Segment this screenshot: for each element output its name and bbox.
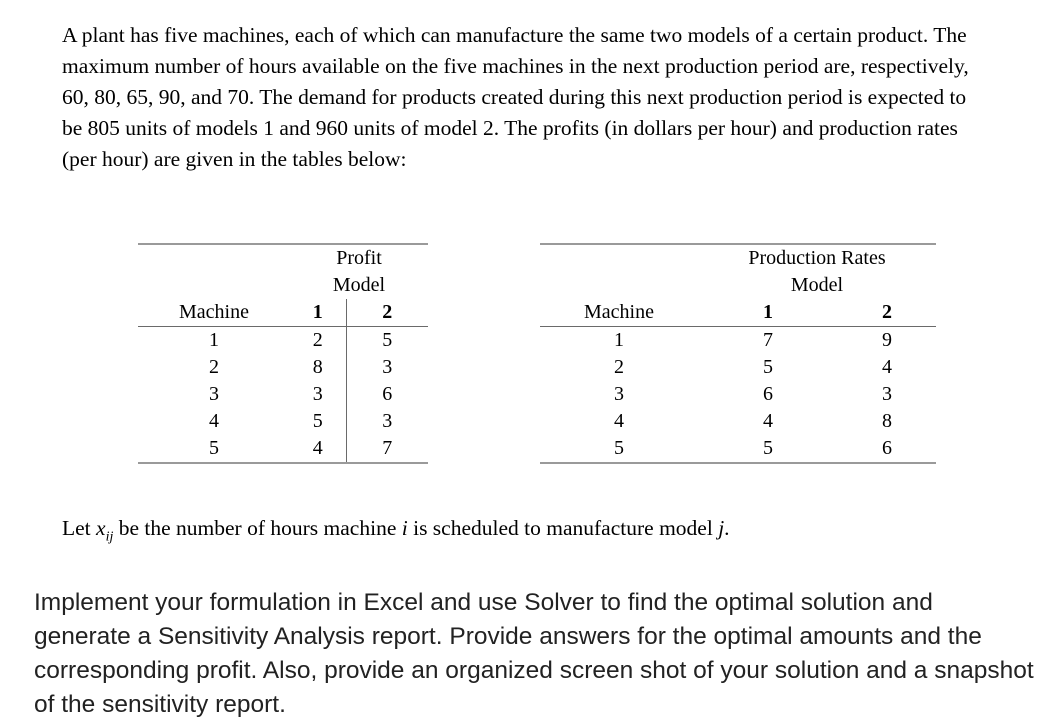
table-row: 1 2 5	[138, 327, 428, 355]
rates-subtitle: Model	[790, 274, 844, 296]
rates-title: Production Rates	[698, 244, 936, 272]
problem-statement: A plant has five machines, each of which can manufacture the same two models of a certain product. The maximum number of hours available on the five machines in the next production period are, respectively, 60, 80, 65, 90, and 70. The demand for products created during this next production period is expected to be 805 units of models 1 and 960 units of model 2. The profits (in dollars per hour) and production rates (per hour) are given in the tables below:	[62, 23, 969, 171]
profit-table	[138, 243, 428, 464]
profit-machine-header: Machine	[138, 299, 290, 327]
profit-corner	[138, 244, 290, 272]
profit-subtitle: Model	[332, 274, 386, 296]
x-variable: x	[96, 516, 106, 540]
table-row: 3 6 3	[614, 383, 892, 405]
profit-model-2-header: 2	[346, 299, 428, 327]
rates-model-1-header: 1	[698, 299, 838, 327]
table-row: 2 5 4	[614, 356, 892, 378]
profit-title: Profit	[290, 244, 428, 272]
table-row: 2 8 3	[138, 354, 428, 381]
table-row: 5 5 6	[540, 435, 936, 463]
table-row: 3 3 6	[138, 381, 428, 408]
table-row: 4 5 3	[138, 408, 428, 435]
table-row: 1 7 9	[614, 329, 892, 351]
production-rates-table	[540, 243, 936, 464]
table-row: 4 4 8	[614, 410, 892, 432]
variable-definition: Let $x_{ij}$ be the number of hours machine i is scheduled to manufacture model j.	[62, 516, 730, 545]
profit-model-1-header: 1	[290, 299, 346, 327]
question-text: Implement your formulation in Excel and use Solver to find the optimal solution and generate a Sensitivity Analysis report. Provide answers for the optimal amounts and the corresponding profit. Also, provide an organized screen shot of your solution and a snapshot of the sensitivity report.	[34, 589, 1034, 718]
table-row: 5 4 7	[138, 435, 428, 463]
rates-corner	[540, 244, 698, 272]
rates-machine-header: Machine	[540, 299, 698, 327]
rates-model-2-header: 2	[838, 299, 936, 327]
